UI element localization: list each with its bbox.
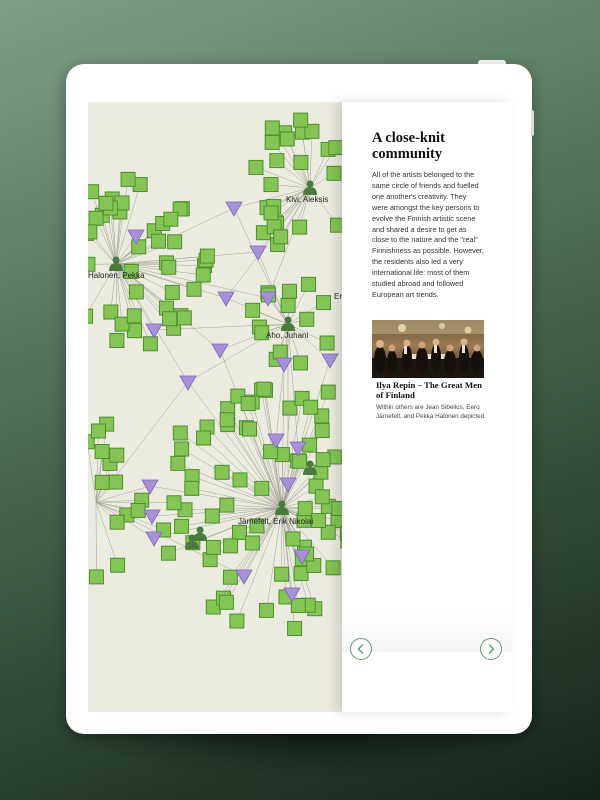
graph-node[interactable] (95, 475, 109, 489)
graph-node[interactable] (223, 570, 237, 584)
graph-node[interactable] (162, 260, 176, 274)
graph-node[interactable] (167, 496, 181, 510)
graph-node[interactable] (293, 454, 307, 468)
info-panel (342, 102, 512, 712)
graph-node[interactable] (270, 154, 284, 168)
graph-node[interactable] (92, 424, 106, 438)
graph-node[interactable] (294, 113, 308, 127)
graph-node[interactable] (275, 567, 289, 581)
panel-title: A close-knit community (372, 130, 445, 162)
graph-node[interactable] (88, 225, 97, 239)
tablet-side-button (531, 110, 534, 136)
graph-node[interactable] (257, 382, 271, 396)
chevron-left-icon (355, 643, 367, 655)
panel-body-text: All of the artists belonged to the same circle of friends and fuelled one another's creativity. They were amongst the key persons to evolve the Finnish artistic scene and shared a desire to get as close to the nature and the "real" Finnishness as possible. However, the residents also led a very international life: most of them studied abroad and followed European art trends. (372, 170, 484, 299)
graph-node[interactable] (294, 155, 308, 169)
graph-node[interactable] (230, 614, 244, 628)
graph-node[interactable] (173, 426, 187, 440)
graph-node[interactable] (317, 296, 331, 310)
graph-node[interactable] (121, 172, 135, 186)
graph-node[interactable] (315, 490, 329, 504)
graph-node[interactable] (131, 503, 145, 517)
graph-work-node[interactable] (212, 344, 228, 358)
graph-work-node[interactable] (180, 376, 196, 390)
painting-illustration (372, 320, 484, 378)
tablet-frame (66, 64, 532, 734)
graph-node[interactable] (300, 312, 314, 326)
graph-node[interactable] (273, 345, 287, 359)
graph-node[interactable] (175, 519, 189, 533)
node-label-partial: Er (334, 292, 342, 301)
graph-node[interactable] (249, 160, 263, 174)
graph-node[interactable] (320, 336, 334, 350)
graph-node[interactable] (197, 431, 211, 445)
graph-node[interactable] (132, 240, 146, 254)
node-label-kivi: Kivi, Aleksis (286, 195, 329, 204)
graph-node[interactable] (224, 539, 238, 553)
graph-node[interactable] (286, 532, 300, 546)
image-caption-text: Within others are Jean Sibelius, Eero Järnefelt, and Pekka Halonen depicted. (376, 404, 486, 421)
graph-node[interactable] (281, 298, 295, 312)
graph-node[interactable] (233, 473, 247, 487)
graph-node[interactable] (200, 249, 214, 263)
graph-node[interactable] (164, 212, 178, 226)
graph-node[interactable] (110, 515, 124, 529)
graph-node[interactable] (99, 196, 113, 210)
graph-node[interactable] (255, 481, 269, 495)
graph-node[interactable] (246, 303, 260, 317)
graph-node[interactable] (332, 501, 342, 515)
graph-node[interactable] (185, 481, 199, 495)
graph-node[interactable] (220, 498, 234, 512)
person-icon[interactable] (281, 317, 295, 332)
graph-node[interactable] (264, 206, 278, 220)
graph-node[interactable] (143, 337, 157, 351)
graph-work-node[interactable] (226, 202, 242, 216)
graph-node[interactable] (288, 621, 302, 635)
graph-node[interactable] (283, 284, 297, 298)
graph-work-node[interactable] (146, 532, 162, 546)
graph-node[interactable] (219, 595, 233, 609)
graph-node[interactable] (327, 166, 341, 180)
graph-node[interactable] (326, 561, 340, 575)
graph-node[interactable] (163, 312, 177, 326)
graph-work-node[interactable] (218, 292, 234, 306)
graph-node[interactable] (165, 285, 179, 299)
node-label-halonen: Halonen, Pekka (88, 271, 145, 280)
graph-node[interactable] (95, 445, 109, 459)
graph-node[interactable] (88, 257, 95, 271)
graph-node[interactable] (294, 567, 308, 581)
graph-work-node[interactable] (250, 246, 266, 260)
graph-node[interactable] (245, 536, 259, 550)
graph-node[interactable] (129, 285, 143, 299)
graph-node[interactable] (312, 514, 326, 528)
graph-node[interactable] (293, 220, 307, 234)
graph-node[interactable] (175, 442, 189, 456)
graph-node[interactable] (110, 334, 124, 348)
graph-node[interactable] (152, 234, 166, 248)
graph-node[interactable] (304, 400, 318, 414)
network-graph[interactable] (88, 102, 342, 712)
graph-node[interactable] (329, 141, 342, 155)
graph-node[interactable] (215, 465, 229, 479)
graph-node[interactable] (88, 185, 99, 199)
node-label-aho: Aho, Juhani (266, 331, 309, 340)
graph-work-node[interactable] (144, 510, 160, 524)
graph-node[interactable] (177, 311, 191, 325)
graph-node[interactable] (243, 422, 257, 436)
graph-node[interactable] (316, 453, 330, 467)
graph-node[interactable] (206, 540, 220, 554)
graph-node[interactable] (187, 282, 201, 296)
graph-node[interactable] (294, 356, 308, 370)
next-button[interactable] (480, 638, 502, 660)
graph-node[interactable] (111, 558, 125, 572)
graph-node[interactable] (302, 277, 316, 291)
graph-node[interactable] (168, 235, 182, 249)
graph-node[interactable] (205, 509, 219, 523)
painting-image[interactable] (372, 320, 484, 378)
graph-node[interactable] (265, 121, 279, 135)
graph-node[interactable] (280, 132, 294, 146)
node-label-jarnefelt: Järnefelt, Erik Nikolai (238, 517, 314, 526)
graph-node[interactable] (264, 178, 278, 192)
previous-button[interactable] (350, 638, 372, 660)
graph-node[interactable] (110, 448, 124, 462)
graph-node[interactable] (89, 570, 103, 584)
graph-node[interactable] (196, 268, 210, 282)
image-caption-title: Ilya Repin – The Great Men of Finland (376, 380, 482, 400)
graph-node[interactable] (88, 309, 93, 323)
chevron-right-icon (485, 643, 497, 655)
graph-node[interactable] (109, 475, 123, 489)
network-graph-canvas[interactable] (88, 102, 342, 712)
graph-work-node[interactable] (322, 354, 338, 368)
graph-node[interactable] (89, 211, 103, 225)
graph-node[interactable] (161, 546, 175, 560)
graph-node[interactable] (330, 218, 342, 232)
graph-node[interactable] (220, 413, 234, 427)
graph-node[interactable] (274, 230, 288, 244)
graph-node[interactable] (291, 599, 305, 613)
graph-node[interactable] (315, 424, 329, 438)
graph-node[interactable] (298, 502, 312, 516)
graph-node[interactable] (241, 397, 255, 411)
graph-node[interactable] (321, 385, 335, 399)
graph-node[interactable] (128, 324, 142, 338)
graph-node[interactable] (171, 456, 185, 470)
graph-node[interactable] (260, 603, 274, 617)
graph-node[interactable] (232, 525, 246, 539)
graph-node[interactable] (127, 309, 141, 323)
graph-node[interactable] (265, 135, 279, 149)
